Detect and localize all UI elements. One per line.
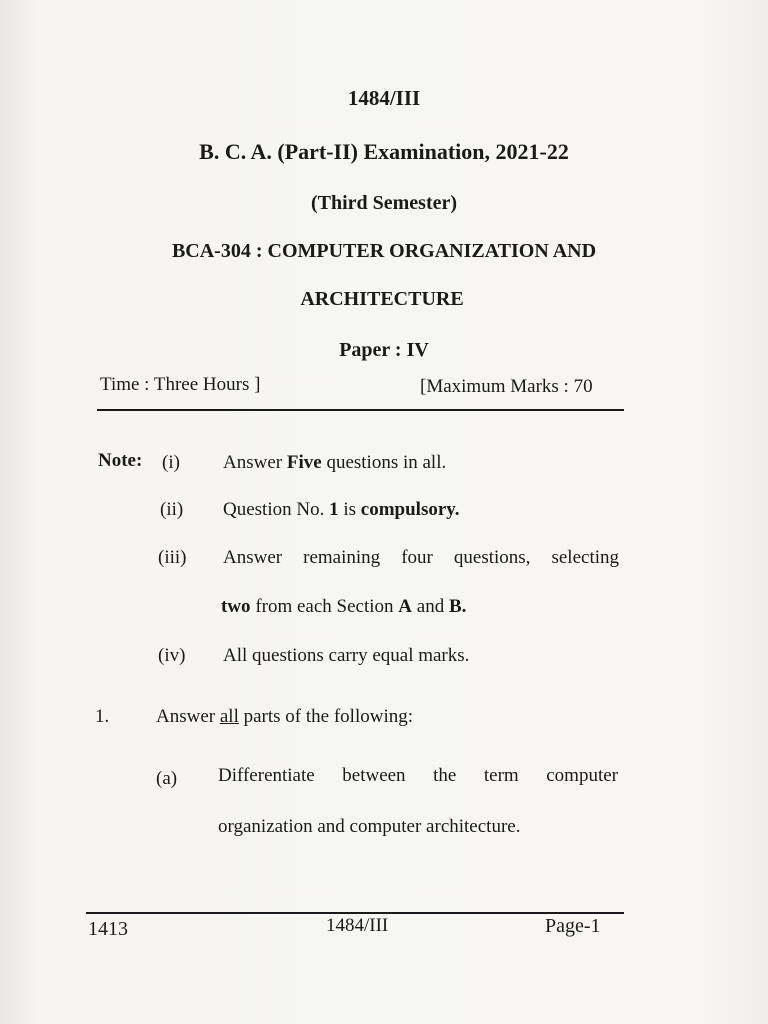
note-item-number: (i) bbox=[162, 452, 180, 473]
note-item-number: (iii) bbox=[158, 547, 187, 568]
note-item-text: Answer remaining four questions, selecting bbox=[223, 547, 619, 568]
note-item-text: All questions carry equal marks. bbox=[223, 645, 470, 666]
question-text: Answer all parts of the following: bbox=[156, 706, 413, 727]
note-item-number: (ii) bbox=[160, 499, 184, 520]
subject-title-line2: ARCHITECTURE bbox=[300, 288, 464, 310]
question-part-number: (a) bbox=[156, 768, 178, 789]
question-part-text-line2: organization and computer architecture. bbox=[218, 816, 521, 837]
footer-code: 1413 bbox=[88, 918, 128, 940]
maximum-marks: [Maximum Marks : 70 bbox=[420, 376, 593, 397]
footer-paper-code: 1484/III bbox=[326, 915, 389, 936]
footer-divider bbox=[86, 912, 624, 914]
paper-number: Paper : IV bbox=[339, 339, 429, 361]
question-part-text-line1: Differentiate between the term computer bbox=[218, 765, 618, 786]
question-number: 1. bbox=[95, 706, 110, 727]
subject-title-line1: BCA-304 : COMPUTER ORGANIZATION AND bbox=[171, 240, 597, 262]
note-item-number: (iv) bbox=[158, 645, 186, 666]
semester: (Third Semester) bbox=[310, 192, 458, 214]
note-item-text-continued: two from each Section A and B. bbox=[221, 596, 467, 617]
time-allowed: Time : Three Hours ] bbox=[100, 374, 261, 395]
page-number: Page-1 bbox=[545, 915, 601, 937]
note-label: Note: bbox=[98, 450, 143, 471]
exam-title: B. C. A. (Part-II) Examination, 2021-22 bbox=[199, 139, 569, 164]
note-item-text: Question No. 1 is compulsory. bbox=[223, 499, 460, 520]
header-divider bbox=[97, 409, 624, 411]
paper-code: 1484/III bbox=[347, 86, 421, 110]
note-item-text: Answer Five questions in all. bbox=[223, 452, 447, 473]
